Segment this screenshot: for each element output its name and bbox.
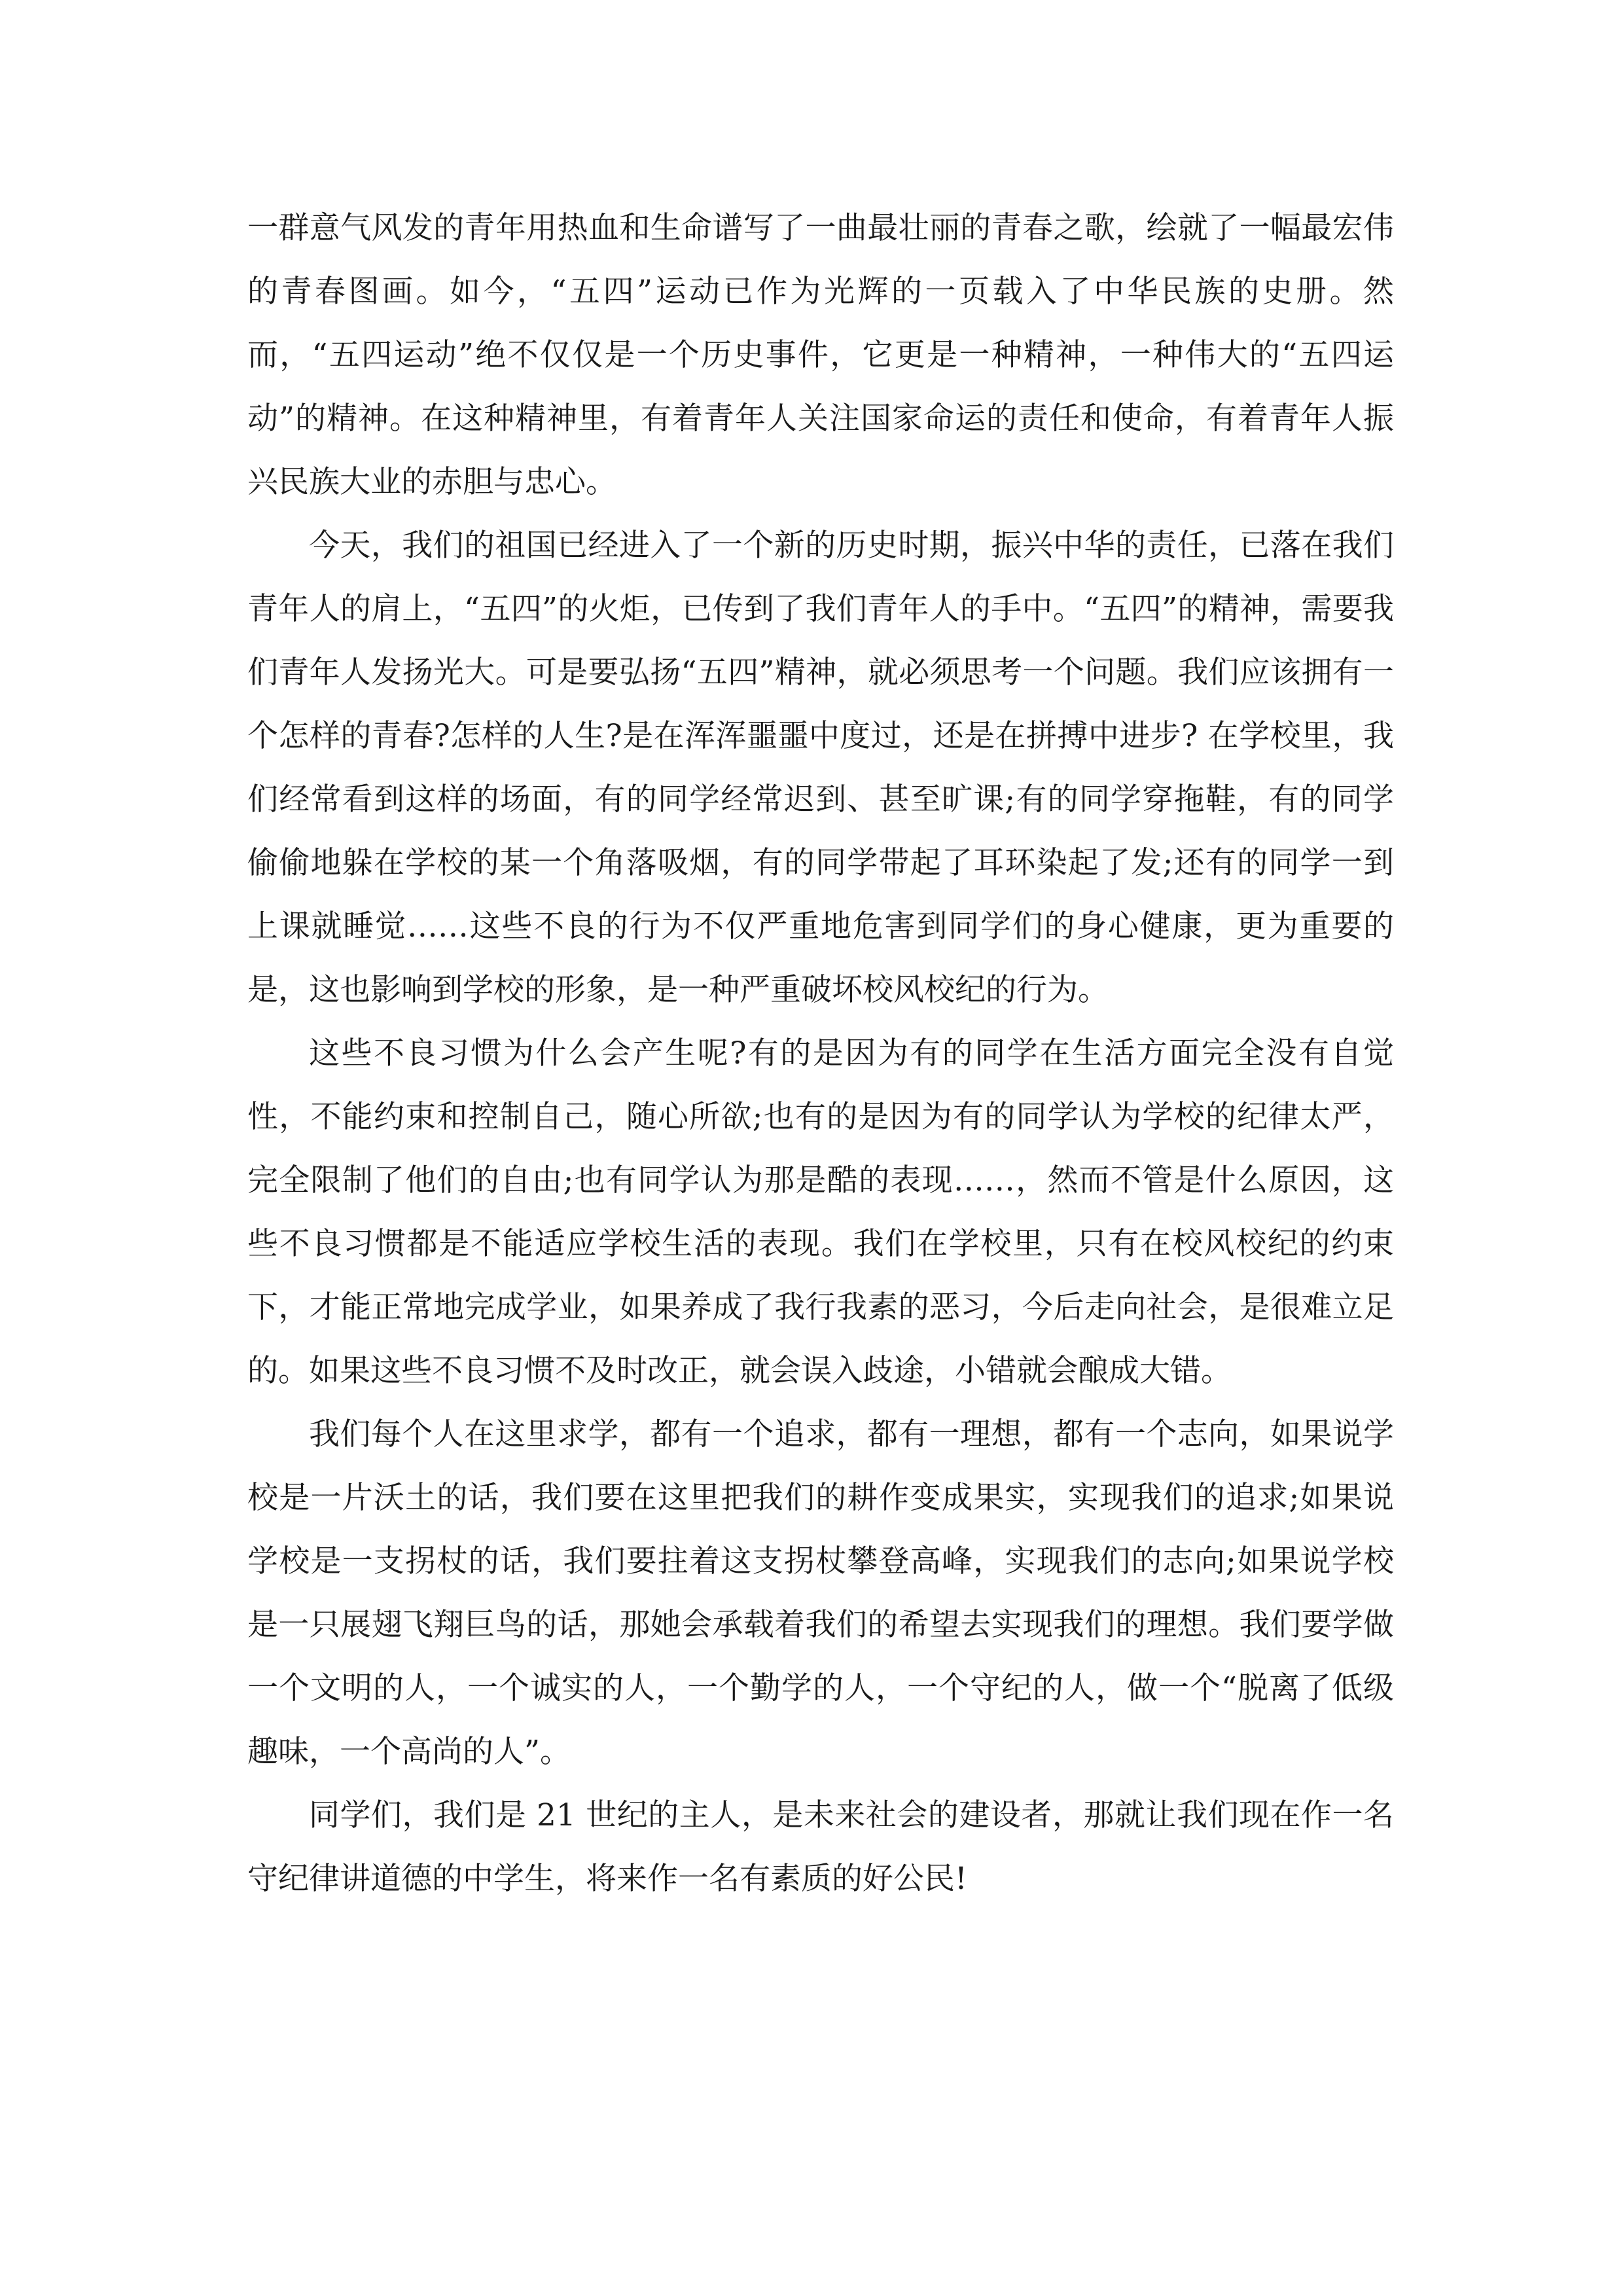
paragraph-4: 我们每个人在这里求学，都有一个追求，都有一理想，都有一个志向，如果说学校是一片沃土的话，我们要在这里把我们的耕作变成果实，实现我们的追求;如果说学校是一支拐杖的话，我们要拄着这支拐杖攀登高峰，实现我们的志向;如果说学校是一只展翅飞翔巨鸟的话，那她会承载着我们的希望去实现我们的理想。我们要学做一个文明的人，一个诚实的人，一个勤学的人，一个守纪的人，做一个“脱离了低级趣味，一个高尚的人”。	[247, 1416, 1394, 1770]
paragraph-1: 一群意气风发的青年用热血和生命谱写了一曲最壮丽的青春之歌，绘就了一幅最宏伟的青春图画。如今，“五四”运动已作为光辉的一页载入了中华民族的史册。然而，“五四运动”绝不仅仅是一个历史事件，它更是一种精神，一种伟大的“五四运动”的精神。在这种精神里，有着青年人关注国家命运的责任和使命，有着青年人振兴民族大业的赤胆与忠心。	[247, 210, 1394, 500]
paragraph-5: 同学们，我们是 21 世纪的主人，是未来社会的建设者，那就让我们现在作一名守纪律讲道德的中学生，将来作一名有素质的好公民!	[247, 1797, 1394, 1897]
paragraph-3: 这些不良习惯为什么会产生呢?有的是因为有的同学在生活方面完全没有自觉性，不能约束和控制自己，随心所欲;也有的是因为有的同学认为学校的纪律太严，完全限制了他们的自由;也有同学认为那是酷的表现……，然而不管是什么原因，这些不良习惯都是不能适应学校生活的表现。我们在学校里，只有在校风校纪的约束下，才能正常地完成学业，如果养成了我行我素的恶习，今后走向社会，是很难立足的。如果这些不良习惯不及时改正，就会误入歧途，小错就会酿成大错。	[247, 1035, 1394, 1389]
paragraph-2: 今天，我们的祖国已经进入了一个新的历史时期，振兴中华的责任，已落在我们青年人的肩上，“五四”的火炬，已传到了我们青年人的手中。“五四”的精神，需要我们青年人发扬光大。可是要弘扬“五四”精神，就必须思考一个问题。我们应该拥有一个怎样的青春?怎样的人生?是在浑浑噩噩中度过，还是在拼搏中进步? 在学校里，我们经常看到这样的场面，有的同学经常迟到、甚至旷课;有的同学穿拖鞋，有的同学偷偷地躲在学校的某一个角落吸烟，有的同学带起了耳环染起了发;还有的同学一到上课就睡觉……这些不良的行为不仅严重地危害到同学们的身心健康，更为重要的是，这也影响到学校的形象，是一种严重破坏校风校纪的行为。	[247, 528, 1394, 1008]
document-body	[247, 196, 1394, 1910]
